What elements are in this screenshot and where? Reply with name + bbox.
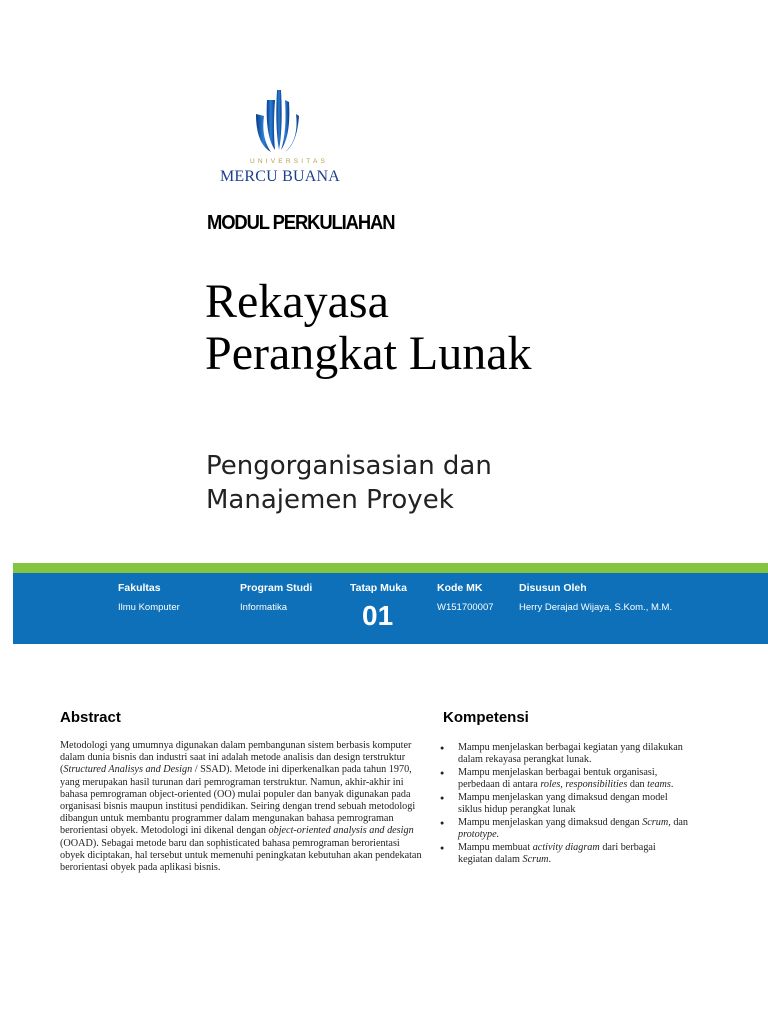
list-item xyxy=(440,842,690,866)
module-subtitle xyxy=(206,449,492,517)
module-subtitle-line2: Manajemen Proyek xyxy=(206,485,454,515)
list-item xyxy=(440,792,690,816)
fakultas-label: Fakultas xyxy=(118,582,161,594)
kompetensi-item-5-emphasis-b: Scrum xyxy=(522,853,549,865)
green-stripe xyxy=(13,563,768,573)
fakultas-value: Ilmu Komputer xyxy=(118,602,180,613)
abstract-emphasis-2: object-oriented analysis and design xyxy=(268,825,414,837)
disusun-oleh-label: Disusun Oleh xyxy=(519,582,587,594)
course-title xyxy=(205,276,532,380)
university-name: MERCU BUANA xyxy=(220,168,340,185)
kompetensi-item-2-text-b: dan xyxy=(627,779,648,791)
kompetensi-item-4-text-b: dan xyxy=(670,816,689,828)
course-title-line2: Perangkat Lunak xyxy=(205,327,532,380)
kompetensi-item-2-emphasis: roles, responsibilities xyxy=(540,779,628,791)
kompetensi-item-5-emphasis: activity diagram xyxy=(532,841,600,853)
kompetensi-item-3: Mampu menjelaskan yang dimaksud dengan model siklus hidup perangkat lunak xyxy=(458,791,668,816)
university-logo xyxy=(207,88,343,198)
list-item xyxy=(440,817,690,841)
kompetensi-item-2-text-c: . xyxy=(670,779,674,791)
program-studi-label: Program Studi xyxy=(240,582,313,594)
abstract-paragraph xyxy=(60,740,422,874)
kompetensi-heading: Kompetensi xyxy=(443,709,529,726)
list-item xyxy=(440,742,690,766)
list-item xyxy=(440,767,690,791)
module-subtitle-line1: Pengorganisasian dan xyxy=(206,451,492,481)
kompetensi-item-2-emphasis-b: teams xyxy=(647,779,671,791)
kompetensi-item-1: Mampu menjelaskan berbagai kegiatan yang dilakukan dalam rekayasa perangkat lunak. xyxy=(458,742,683,766)
disusun-oleh-value: Herry Derajad Wijaya, S.Kom., M.M. xyxy=(519,602,673,613)
tatap-muka-label: Tatap Muka xyxy=(350,582,407,594)
kompetensi-item-4-emphasis-b: prototype. xyxy=(458,828,500,840)
kompetensi-item-4-text: Mampu menjelaskan yang dimaksud dengan xyxy=(458,816,643,828)
abstract-emphasis-1: Structured Analisys and Design xyxy=(63,764,193,776)
tatap-muka-value: 01 xyxy=(362,600,394,631)
kompetensi-item-4-emphasis: Scrum, xyxy=(642,816,671,828)
abstract-text-2: / SSAD). Metode ini diperkenalkan pada tahun 1970, yang merupakan hasil turunan dari pemrograman terstruktur. Namun, akhir-akhir ini bahasa pemrograman object-oriented (OO) mulai populer dan banyak digunakan pada organisasi bisnis maupun institusi pendidikan. Seiring dengan trend sebuah metodologi dibangun untuk membantu programmer dalam mengunakan bahasa pemrograman berorientasi obyek. Metodologi ini dikenal dengan xyxy=(60,764,416,837)
kompetensi-item-5-text: Mampu membuat xyxy=(458,841,533,853)
abstract-heading: Abstract xyxy=(60,709,121,726)
kompetensi-list xyxy=(440,742,690,867)
kode-mk-label: Kode MK xyxy=(437,582,483,594)
abstract-text-3: (OOAD). Sebagai metode baru dan sophisticated bahasa pemrograman berorientasi obyek diciptakan, hal tersebut untuk memenuhi peningkatan kebutuhan akan pendekatan berorientasi obyek pada aplikasi bisnis. xyxy=(60,837,422,874)
kompetensi-item-5-text-b: dari berbagai kegiatan dalam xyxy=(458,841,656,865)
universitas-label: UNIVERSITAS xyxy=(249,158,329,165)
module-label: MODUL PERKULIAHAN xyxy=(207,212,395,234)
kode-mk-value: W151700007 xyxy=(437,602,494,613)
course-title-line1: Rekayasa xyxy=(205,275,389,328)
kompetensi-item-2-text: Mampu menjelaskan berbagai bentuk organisasi, perbedaan di antara xyxy=(458,766,658,791)
kompetensi-item-5-text-c: . xyxy=(548,853,552,865)
program-studi-value: Informatika xyxy=(240,602,287,613)
abstract-text-1: Metodologi yang umumnya digunakan dalam pembangunan sistem berbasis komputer dalam dunia bisnis dan industri saat ini adalah metode analisis dan design terstruktur ( xyxy=(60,740,412,776)
info-band xyxy=(13,573,768,644)
mercu-buana-emblem-icon xyxy=(253,88,301,154)
